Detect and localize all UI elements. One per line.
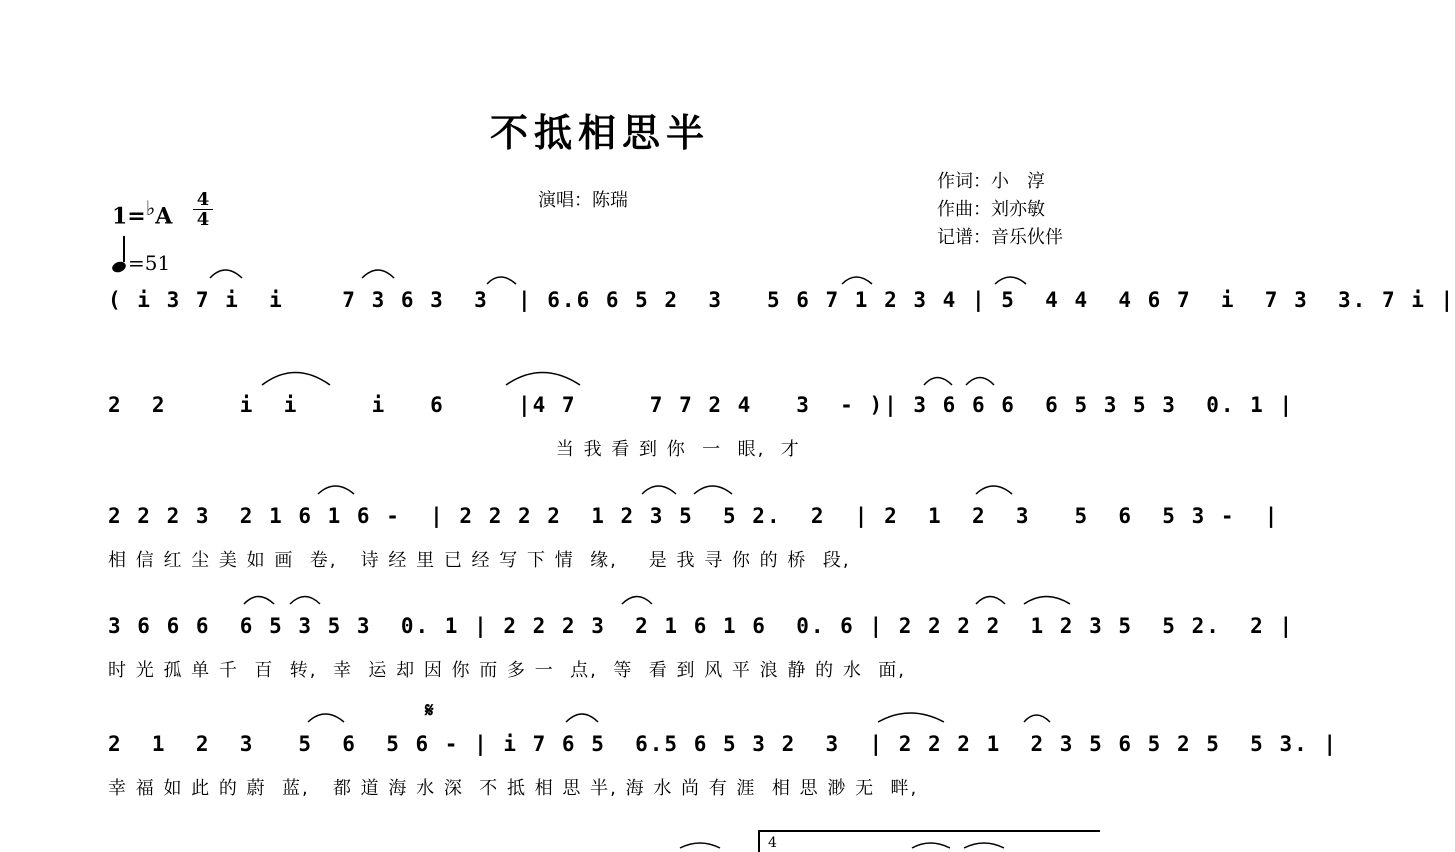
composer-credit: 作曲：刘亦敏 (937, 199, 1045, 220)
transcriber-credit: 记谱：音乐伙伴 (937, 227, 1063, 248)
slur-arc (976, 597, 1005, 605)
lyrics-row-2: 当 我 看 到 你 一 眼, 才 (108, 439, 801, 460)
lyrics-row-5: 幸 福 如 此 的 蔚 蓝, 都 道 海 水 深 不 抵 相 思 半, 海 水 尚 有 涯 相 思 渺 无 畔, (108, 778, 919, 799)
slur-arc (506, 373, 580, 386)
slur-arc (362, 270, 394, 278)
slur-arc (912, 843, 950, 848)
lyrics-row-3: 相 信 红 尘 美 如 画 卷, 诗 经 里 已 经 写 下 情 缘, 是 我 寻 你 的 桥 段, (108, 550, 851, 571)
slur-arc (1024, 597, 1070, 605)
slur-arc (878, 713, 944, 722)
notation-row-4: 3 6 6 6 6 5 3 5 3 0. 1 | 2 2 2 3 2 1 6 1 6 0. 6 | 2 2 2 2 1 2 3 5 5 2. 2 | (108, 614, 1295, 638)
slur-arc (210, 270, 242, 278)
slur-arc (966, 378, 994, 386)
slur-arc (318, 486, 354, 494)
notation-row-5: 2 1 2 3 5 6 5 6 - | i 7 6 5 6.5 6 5 3 2 3 | 2 2 2 1 2 3 5 6 5 2 5 5 3. | (108, 732, 1339, 756)
slur-arc (642, 486, 676, 494)
lyricist-credit: 作词：小 淳 (937, 171, 1045, 192)
next-system-label: 4 (768, 835, 777, 851)
notation-row-1: ( i 3 7 i i 7 3 6 3 3 | 6.6 6 5 2 3 5 6 7 1 2 3 4 | 5 4 4 4 6 7 i 7 3 3. 7 i | (108, 288, 1455, 312)
slur-arc (308, 714, 344, 722)
slur-arc (680, 843, 720, 848)
segno-icon: 𝄋 (425, 698, 434, 722)
slur-arc (290, 597, 320, 605)
slur-arc (964, 843, 1004, 848)
key-prefix: 1= (112, 203, 146, 230)
key-note: A (155, 203, 173, 230)
song-title: 不抵相思半 (489, 110, 710, 155)
time-signature-top: 4 (196, 189, 210, 210)
slur-arc (976, 486, 1012, 494)
notation-row-2: 2 2 i i i 6 |4 7 7 7 2 4 3 - )| 3 6 6 6 6 5 3 5 3 0. 1 | (108, 393, 1295, 417)
flat-icon: ♭ (145, 196, 156, 220)
slur-arc (924, 378, 952, 386)
singer-credit: 演唱：陈瑞 (538, 190, 628, 211)
lyrics-row-4: 时 光 孤 单 千 百 转, 幸 运 却 因 你 而 多 一 点, 等 看 到 风 平 浪 静 的 水 面, (108, 660, 906, 681)
slur-arc (262, 373, 330, 386)
slur-arc (566, 714, 598, 722)
slur-arc (244, 597, 274, 605)
slur-arc (694, 486, 732, 494)
notation-row-3: 2 2 2 3 2 1 6 1 6 - | 2 2 2 2 1 2 3 5 5 2. 2 | 2 1 2 3 5 6 5 3 - | (108, 504, 1280, 528)
slur-arc (487, 277, 516, 284)
tempo-value: =51 (128, 251, 171, 275)
slur-arc (1024, 715, 1050, 722)
time-signature-bottom: 4 (193, 209, 213, 229)
slur-arc (995, 277, 1026, 284)
slur-arc (842, 277, 872, 284)
slur-arc (622, 597, 652, 605)
